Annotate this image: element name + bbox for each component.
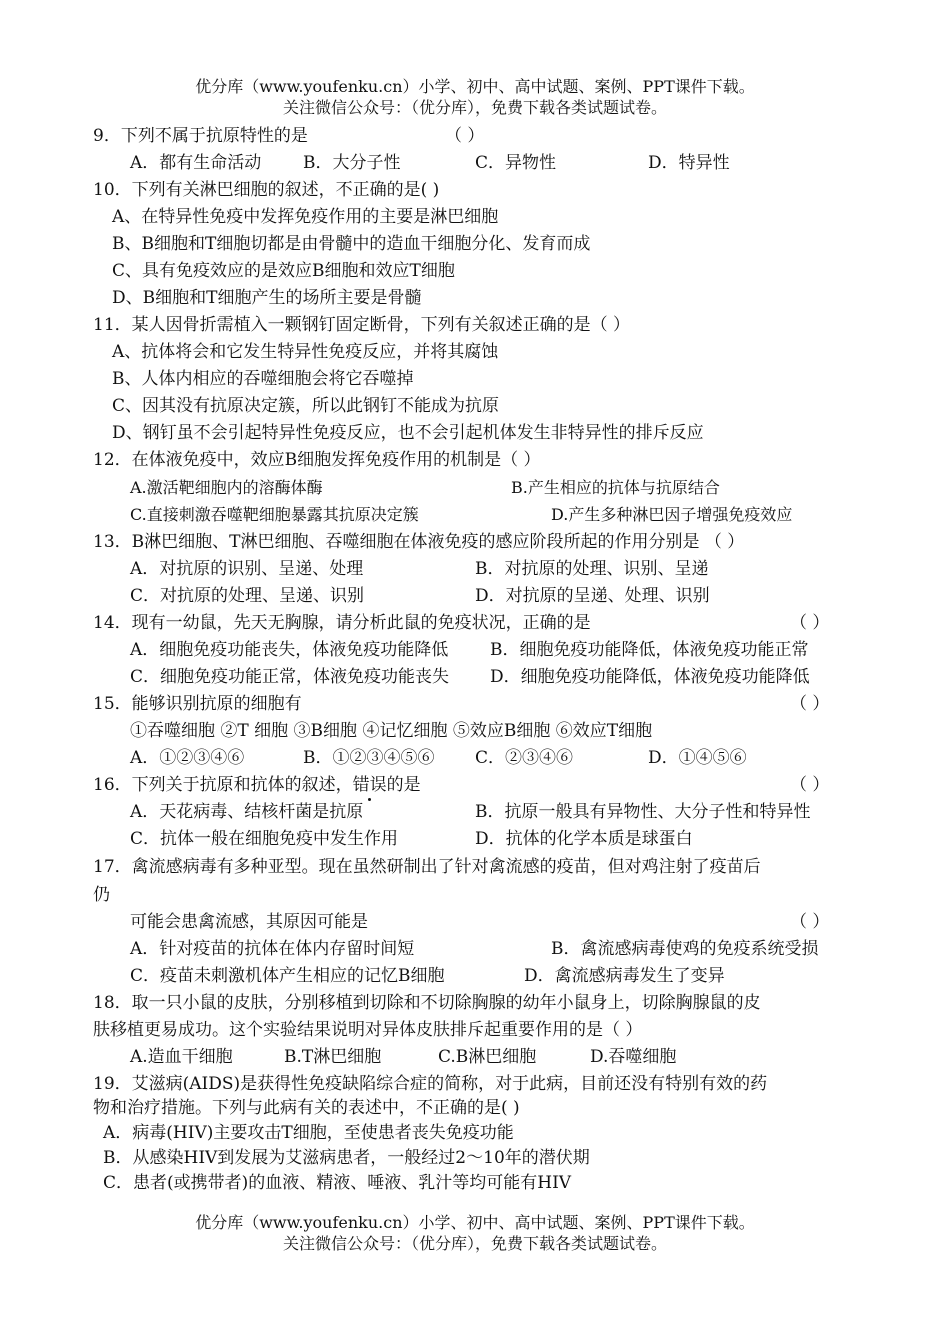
q14-option-a: A．细胞免疫功能丧失，体液免疫功能降低 [130,640,449,660]
q12-option-b: B.产生相应的抗体与抗原结合 [511,478,720,497]
q15-item-list: ①吞噬细胞 ②T 细胞 ③B细胞 ④记忆细胞 ⑤效应B细胞 ⑥效应T细胞 [130,721,653,741]
q19-stem-line-2: 物和治疗措施。下列与此病有关的表述中，不正确的是( ) [93,1098,520,1118]
q16-option-c: C．抗体一般在细胞免疫中发生作用 [130,829,399,849]
q16-stem-pre: 16．下列关于抗原和抗体的叙述， [93,775,353,795]
q16-option-a: A．天花病毒、结核杆菌是抗原 [130,802,364,822]
q12-option-c: C.直接刺激吞噬靶细胞暴露其抗原决定簇 [130,505,419,524]
q17-option-b: B．禽流感病毒使鸡的免疫系统受损 [551,939,819,959]
q18-option-a: A.造血干细胞 [130,1047,233,1067]
q18-option-c: C.B淋巴细胞 [438,1047,537,1067]
q15-option-d: D．①④⑤⑥ [648,748,747,768]
q19-option-b: B．从感染HIV到发展为艾滋病患者，一般经过2～10年的潜伏期 [103,1148,590,1168]
q13-option-a: A．对抗原的识别、呈递、处理 [130,559,364,579]
q14-stem: 14．现有一幼鼠，先天无胸腺，请分析此鼠的免疫状况，正确的是 [93,613,591,633]
q16-stem [93,773,421,797]
q10-stem: 10．下列有关淋巴细胞的叙述，不正确的是( ) [93,180,440,200]
footer-line-2: 关注微信公众号：（优分库），免费下载各类试题试卷。 [282,1234,667,1253]
q13-option-d: D．对抗原的呈递、处理、识别 [475,586,710,606]
q12-option-a: A.激活靶细胞内的溶酶体酶 [130,478,323,497]
q9-option-a: A．都有生命活动 [130,153,262,173]
q18-stem-line-1: 18．取一只小鼠的皮肤，分别移植到切除和不切除胸腺的幼年小鼠身上，切除胸腺鼠的皮 [93,993,761,1013]
q19-option-c: C．患者(或携带者)的血液、精液、唾液、乳汁等均可能有HIV [103,1173,572,1193]
q9-option-b: B．大分子性 [303,153,401,173]
q16-option-b: B．抗原一般具有异物性、大分子性和特异性 [475,802,811,822]
q11-option-c: C、因其没有抗原决定簇，所以此钢钉不能成为抗原 [112,396,500,416]
page-header [0,76,950,118]
q13-option-b: B．对抗原的处理、识别、呈递 [475,559,709,579]
footer-line-1: 优分库（www.youfenku.cn）小学、初中、高中试题、案例、PPT课件下载。 [195,1213,755,1232]
q10-option-d: D、B细胞和T细胞产生的场所主要是骨髓 [112,288,422,308]
q17-option-a: A．针对疫苗的抗体在体内存留时间短 [130,939,415,959]
q15-answer-paren: （ ） [790,694,830,714]
q10-option-c: C、具有免疫效应的是效应B细胞和效应T细胞 [112,261,455,281]
q14-option-b: B．细胞免疫功能降低，体液免疫功能正常 [490,640,809,660]
q11-stem: 11．某人因骨折需植入一颗钢钉固定断骨，下列有关叙述正确的是（ ） [93,315,631,335]
q17-stem-line-2: 可能会患禽流感，其原因可能是 [130,912,368,932]
q11-option-d: D、钢钉虽不会引起特异性免疫反应，也不会引起机体发生非特异性的排斥反应 [112,423,704,443]
q15-stem: 15．能够识别抗原的细胞有 [93,694,302,714]
q16-option-d: D．抗体的化学本质是球蛋白 [475,829,693,849]
q9-option-d: D．特异性 [648,153,730,173]
q10-option-b: B、B细胞和T细胞切都是由骨髓中的造血干细胞分化、发育而成 [112,234,591,254]
q10-option-a: A、在特异性免疫中发挥免疫作用的主要是淋巴细胞 [112,207,499,227]
q15-option-b: B．①②③④⑤⑥ [303,748,435,768]
q15-option-a: A．①②③④⑥ [130,748,245,768]
page-footer [0,1212,950,1254]
q17-option-c: C．疫苗未刺激机体产生相应的记忆B细胞 [130,966,445,986]
q15-option-c: C．②③④⑥ [475,748,574,768]
q13-option-c: C．对抗原的处理、呈递、识别 [130,586,365,606]
q18-option-b: B.T淋巴细胞 [284,1047,382,1067]
q16-answer-paren: （ ） [790,775,830,795]
q14-option-c: C．细胞免疫功能正常，体液免疫功能丧失 [130,667,450,687]
header-line-1: 优分库（www.youfenku.cn）小学、初中、高中试题、案例、PPT课件下载。 [195,77,755,96]
q12-option-d: D.产生多种淋巴因子增强免疫效应 [551,505,793,524]
q17-answer-paren: （ ） [790,912,830,932]
q18-stem-line-2: 肤移植更易成功。这个实验结果说明对异体皮肤排斥起重要作用的是（ ） [93,1020,643,1040]
q19-option-a: A．病毒(HIV)主要攻击T细胞，至使患者丧失免疫功能 [103,1123,514,1143]
q19-stem-line-1: 19．艾滋病(AIDS)是获得性免疫缺陷综合症的简称，对于此病，目前还没有特别有效的药 [93,1074,768,1094]
q13-stem: 13．B淋巴细胞、T淋巴细胞、吞噬细胞在体液免疫的感应阶段所起的作用分别是 （ ） [93,532,745,552]
header-line-2: 关注微信公众号：（优分库），免费下载各类试题试卷。 [282,98,667,117]
q16-stem-post: 的是 [386,775,421,795]
q12-stem: 12．在体液免疫中，效应B细胞发挥免疫作用的机制是（ ） [93,450,541,470]
q17-stem-wrap: 仍 [93,885,110,905]
q17-stem-line-1: 17．禽流感病毒有多种亚型。现在虽然研制出了针对禽流感的疫苗，但对鸡注射了疫苗后 [93,857,761,877]
q14-answer-paren: （ ） [790,613,830,633]
q9-answer-paren: （ ） [445,126,485,146]
q14-option-d: D．细胞免疫功能降低，体液免疫功能降低 [490,667,810,687]
q9-stem: 9．下列不属于抗原特性的是 [93,126,308,146]
q16-stem-emphasis: 错误 [352,775,387,795]
q9-option-c: C．异物性 [475,153,557,173]
q11-option-a: A、抗体将会和它发生特异性免疫反应，并将其腐蚀 [112,342,499,362]
q17-option-d: D．禽流感病毒发生了变异 [524,966,725,986]
q11-option-b: B、人体内相应的吞噬细胞会将它吞噬掉 [112,369,414,389]
q18-option-d: D.吞噬细胞 [590,1047,677,1067]
